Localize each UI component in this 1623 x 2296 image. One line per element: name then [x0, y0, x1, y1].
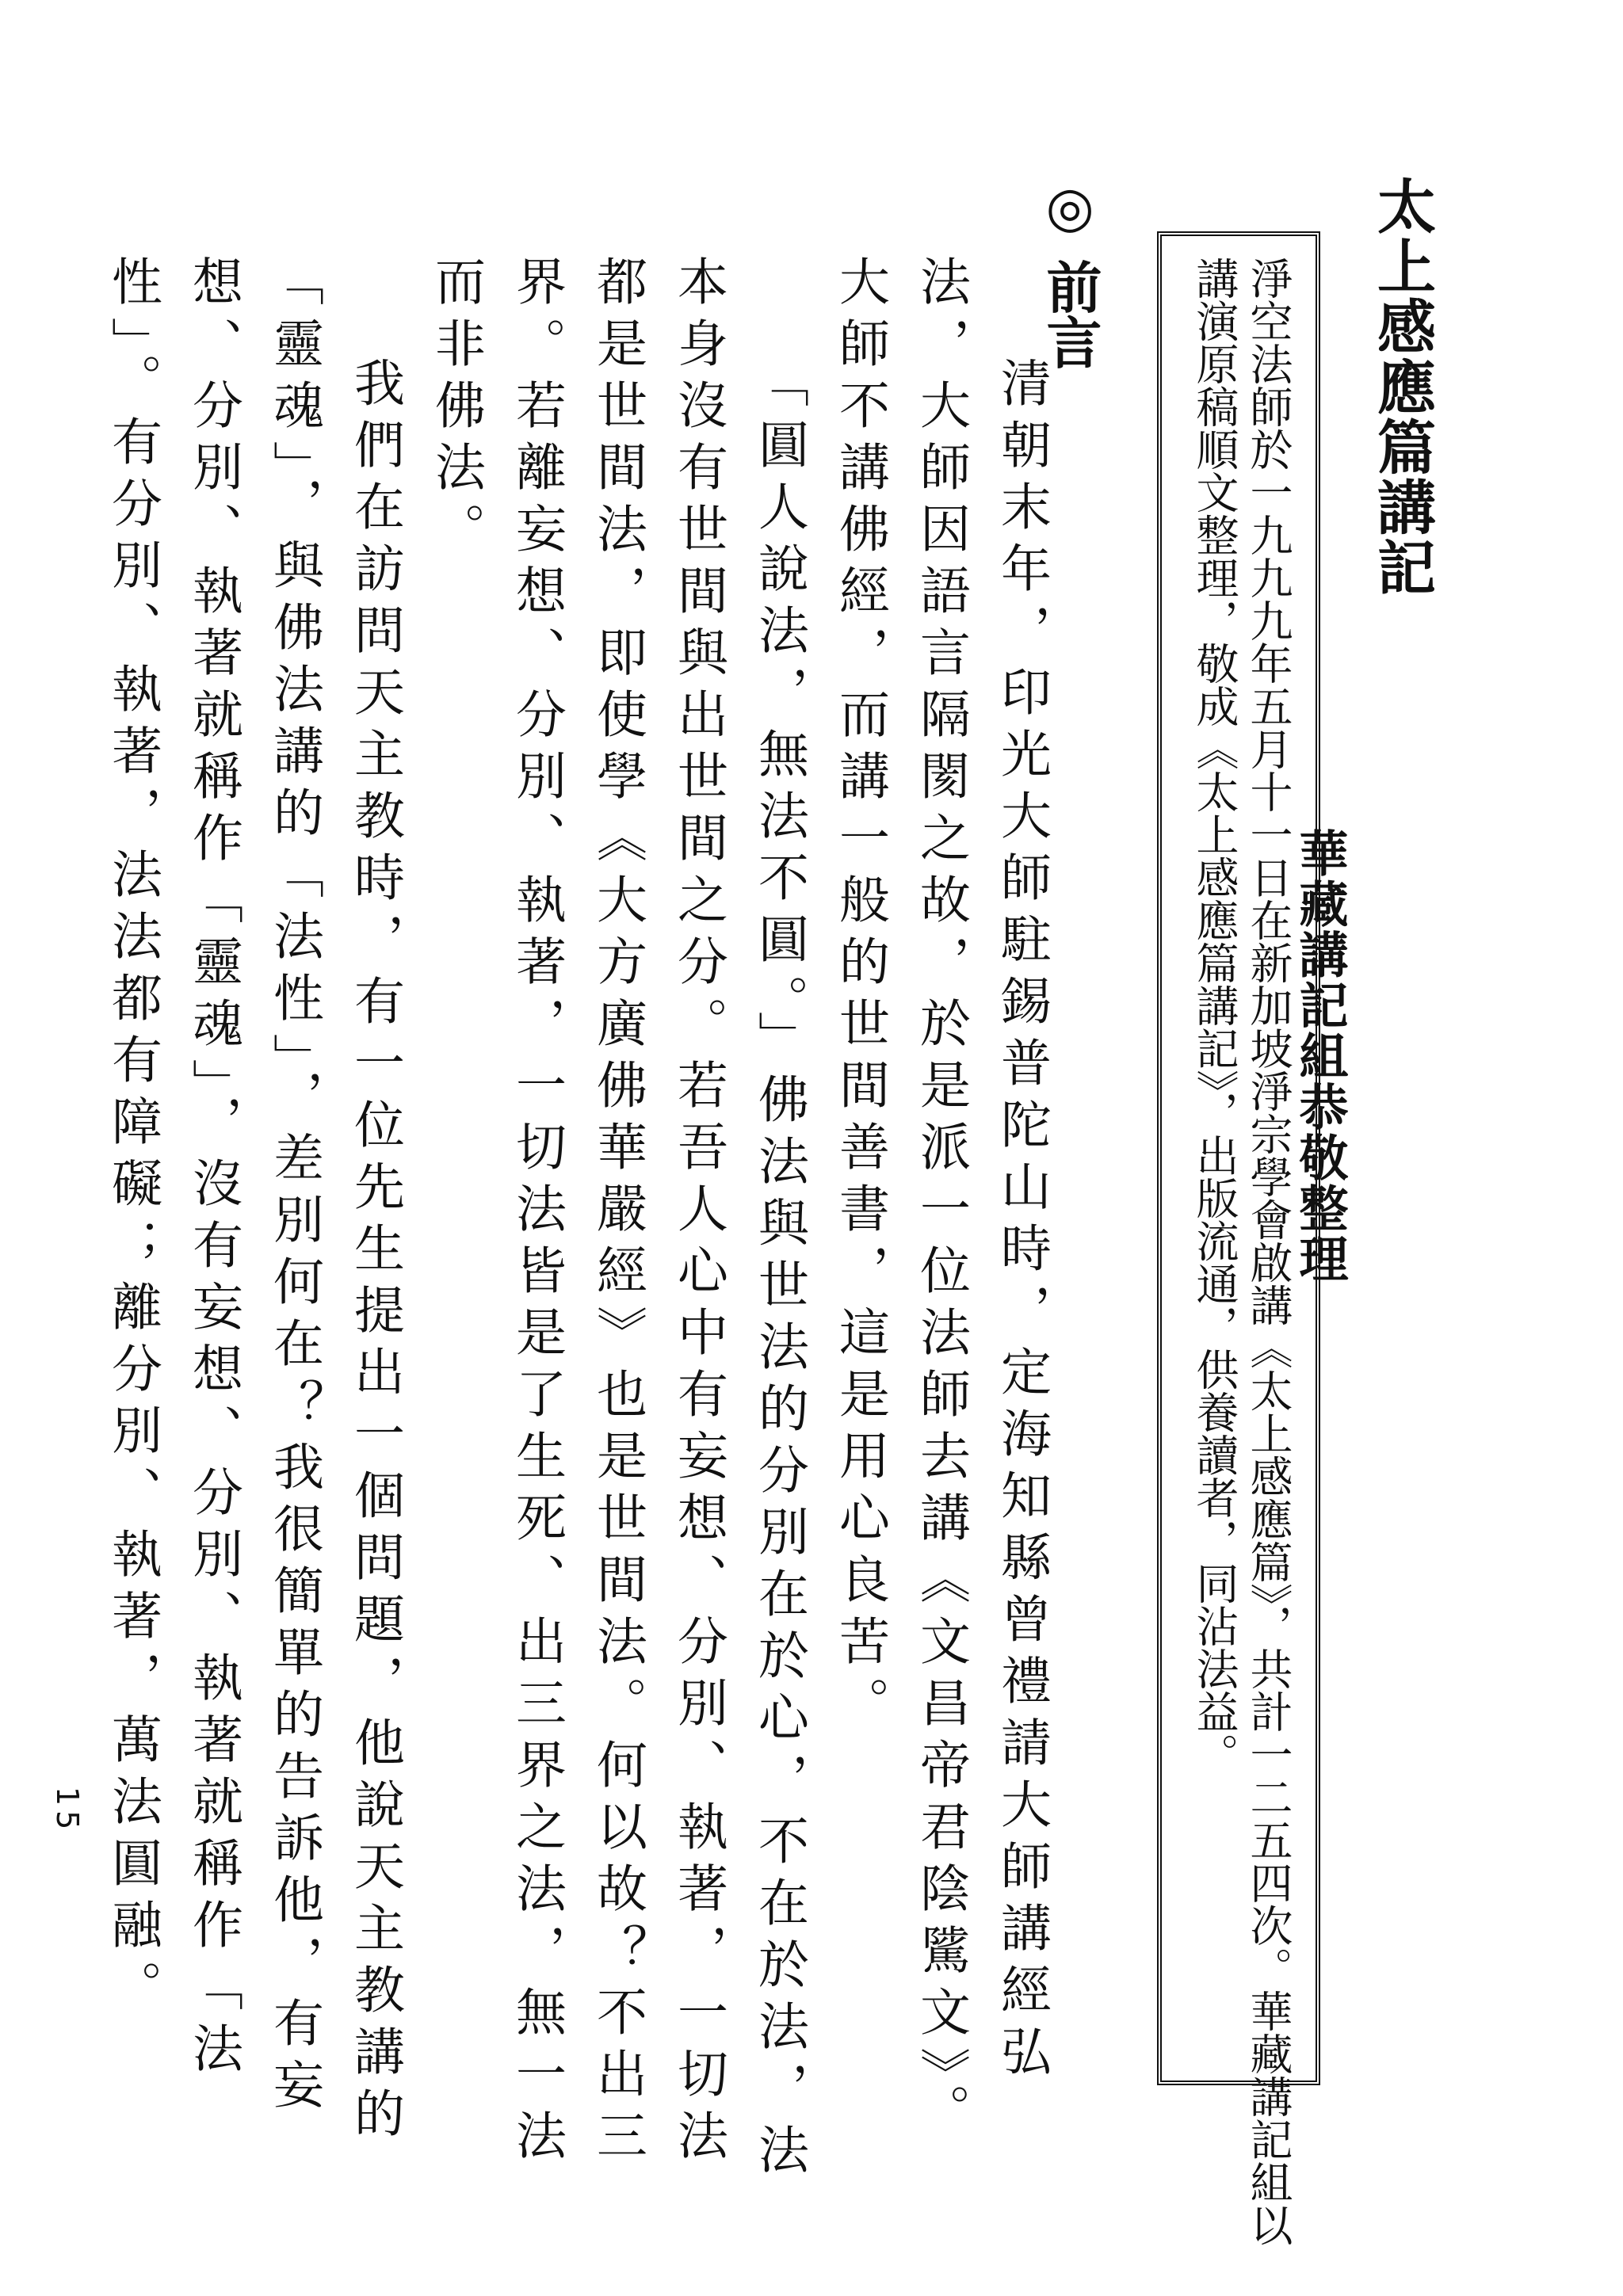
preface-notice-box — [1157, 231, 1320, 2246]
paragraph-3: 我們在訪問天主教時，有一位先生提出一個問題，他說天主教講的「靈魂」，與佛法講的「法性」，差別何在？我很簡單的告訴他，有妄想、分別、執著就稱作「靈魂」，沒有妄想、分別、執著就稱作「法性」。有分別、執著，法法都有障礙；離分別、執著，萬法圓融。 — [103, 255, 404, 2149]
paragraph-1: 清朝末年，印光大師駐錫普陀山時，定海知縣曾禮請大師講經弘法，大師因語言隔閡之故，於是派一位法師去講《文昌帝君陰騭文》。大師不講佛經，而講一般的世間善書，這是用心良苦。 — [831, 255, 1051, 2145]
body-text — [92, 255, 1062, 2204]
notice-line-1: 淨空法師於一九九九年五月十一日在新加坡淨宗學會啟講《太上感應篇》，共計一二五四次。華藏講記組以 — [1243, 257, 1293, 2246]
page-number: 15 — [50, 1787, 85, 1835]
editor-credit: 華藏講記組恭敬整理 — [1291, 828, 1349, 1284]
notice-line-2: 講演原稿順文整理，敬成《太上感應篇講記》，出版流通，供養讀者，同沾法益。 — [1190, 257, 1239, 1775]
preface-notice-text — [1187, 257, 1295, 2246]
paragraph-2: 「圓人說法，無法不圓。」佛法與世法的分別在於心，不在於法，法本身沒有世間與出世間之分。若吾人心中有妄想、分別、執著，一切法都是世間法，即使學《大方廣佛華嚴經》也是世間法。何以故？不出三界。若離妄想、分別、執著，一切法皆是了生死、出三界之法，無一法而非佛法。 — [426, 255, 808, 2185]
section-title: ◎ 前言 — [1037, 174, 1102, 370]
book-title: 太上感應篇講記 — [1368, 176, 1436, 597]
